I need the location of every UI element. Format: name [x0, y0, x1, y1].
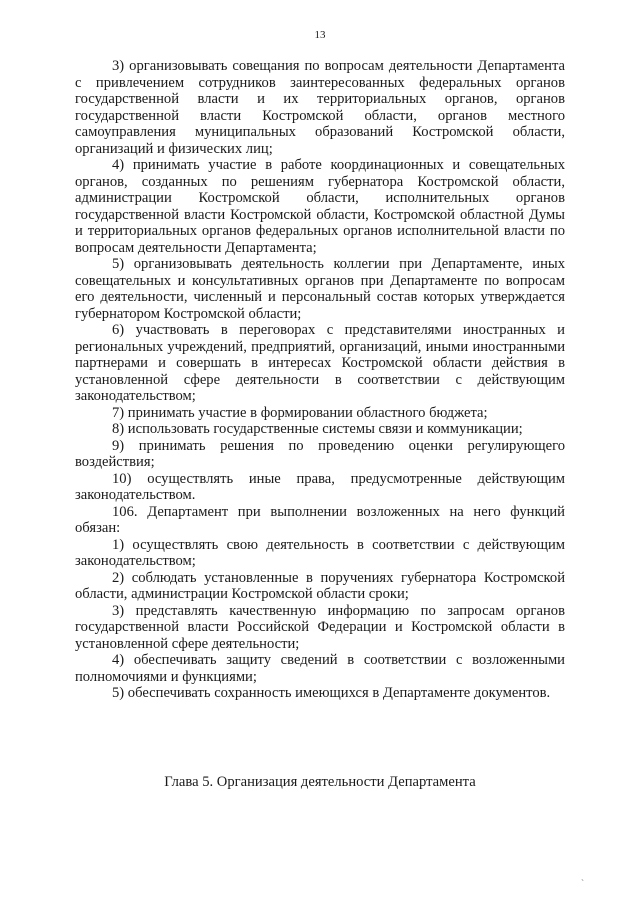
page-number: 13	[314, 29, 326, 41]
paragraph-duty-1: 1) осуществлять свою деятельность в соответствии с действующим законодательством;	[75, 536, 565, 569]
paragraph-section-106: 106. Департамент при выполнении возложенных на него функций обязан:	[75, 503, 565, 536]
paragraph-item-9: 9) принимать решения по проведению оценки регулирующего воздействия;	[75, 437, 565, 470]
paragraph-duty-3: 3) представлять качественную информацию по запросам органов государственной власти Российской Федерации и Костромской области в установленной сфере деятельности;	[75, 602, 565, 652]
paragraph-duty-5: 5) обеспечивать сохранность имеющихся в Департаменте документов.	[112, 685, 551, 701]
paragraph-item-6: 6) участвовать в переговорах с представителями иностранных и региональных учреждений, предприятий, организаций, иными иностранными партнерами и совершать в интересах Костромской области действия в установленной сфере деятельности в соответствии с действующим законодательством;	[75, 322, 565, 404]
paragraph-item-3: 3) организовывать совещания по вопросам деятельности Департамента с привлечением сотрудников заинтересованных федеральных органов государственной власти и их территориальных органов, органов государственной власти Костромской области, органов местного самоуправления муниципальных образований Костромской области, организаций и физических лиц;	[75, 58, 565, 157]
paragraph-item-8: 8) использовать государственные системы связи и коммуникации;	[112, 421, 523, 437]
corner-mark: 、	[581, 873, 589, 882]
document-body	[75, 58, 565, 702]
paragraph-item-7: 7) принимать участие в формировании областного бюджета;	[112, 404, 488, 421]
paragraph-item-10: 10) осуществлять иные права, предусмотренные действующим законодательством.	[75, 470, 565, 503]
paragraph-duty-4: 4) обеспечивать защиту сведений в соответствии с возложенными полномочиями и функциями;	[75, 652, 565, 685]
paragraph-item-4: 4) принимать участие в работе координационных и совещательных органов, созданных по решениям губернатора Костромской области, администрации Костромской области, исполнительных органов государственной власти Костромской области, Костромской областной Думы и территориальных органов федеральных органов исполнительной власти по вопросам деятельности Департамента;	[75, 157, 565, 256]
chapter-heading: Глава 5. Организация деятельности Департамента	[164, 774, 476, 790]
paragraph-item-5: 5) организовывать деятельность коллегии при Департаменте, иных совещательных и консультативных органов при Департаменте по вопросам его деятельности, численный и персональный состав которых утверждается губернатором Костромской области;	[75, 256, 565, 322]
paragraph-duty-2: 2) соблюдать установленные в поручениях губернатора Костромской области, администрации Костромской области сроки;	[75, 569, 565, 602]
